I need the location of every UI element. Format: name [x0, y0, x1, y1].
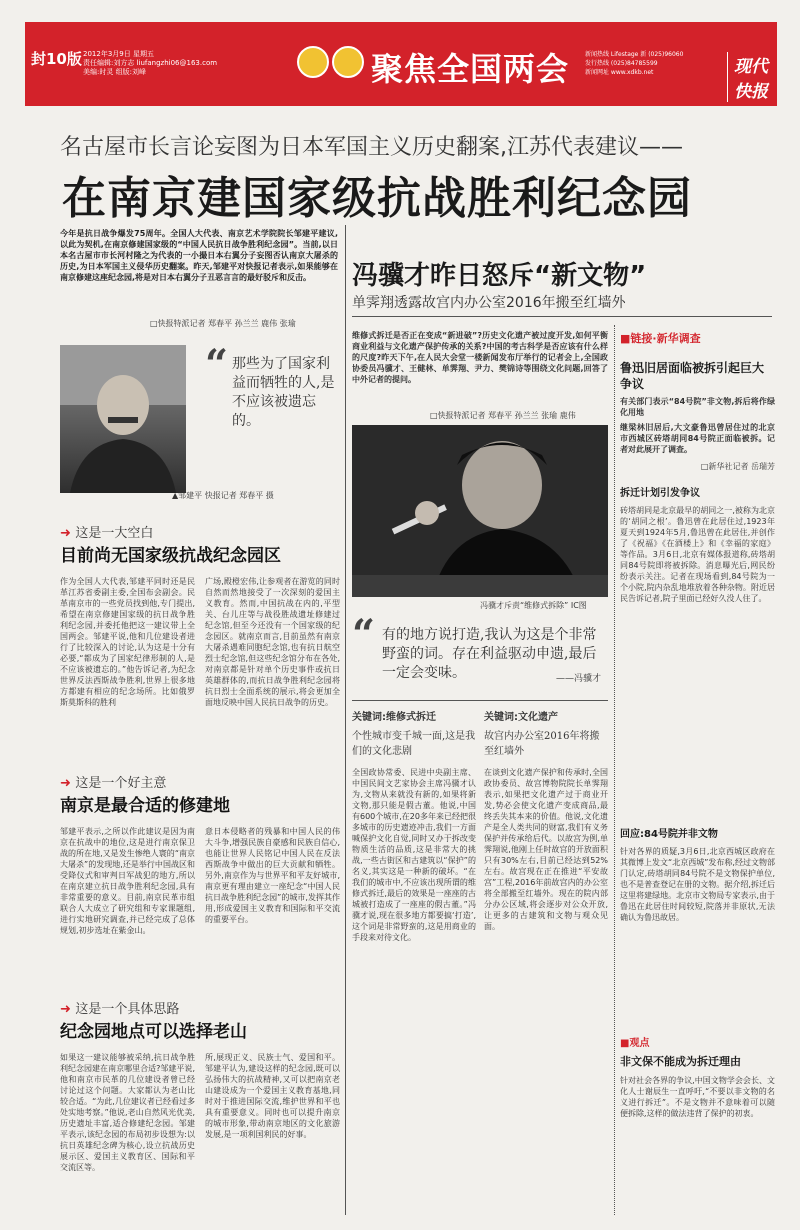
sidebar-body-2: 针对各界的质疑,3月6日,北京西城区政府在其微博上发文“北京西城”发布称,经过文物部门认定,砖塔胡同84号院不是文物保护单位,也不是普查登记在册的文物。据介绍,拆迁后这里将建绿地。北京市文物局专家表示,由于鲁迅在此居住时间较短,院落并非原状,无法确认为鲁迅故居。: [620, 847, 775, 922]
sidebar: [620, 330, 775, 1145]
story2-body-left: 全国政协常委、民进中央副主席、中国民间文艺家协会主席冯骥才认为,文物从来就没有新的,如果将新文物,那只能是假古董。他说,中国有600个城市,在20多年来已经把很多城市的历史遗迹冲击,我们一方面喊保护文化自觉,同时又办于拆改变物质生活的品质,这是非常大的挑战,一些古街区和古建筑以“保护”的名义,其实这是一种新的破坏。“在我们的城市中,不应该出现所谓的维修式拆迁,最后的效果是一座座的古城被打造成了一座座的假古董。”冯骥才说,现在很多地方都要搞‘打造’,这个词是非常野蛮的,这是用商业的手段来对待文化。: [352, 768, 476, 942]
story2-photo-caption: 冯骥才斥责“维修式拆除” IC图: [480, 601, 587, 610]
section-2-head: 南京是最合适的修建地: [60, 796, 230, 816]
sidebar-body-1: 砖塔胡同是北京最早的胡同之一,被称为北京的‘胡同之根’。鲁迅曾在此居住过,1923年夏天到1924年5月,鲁迅曾在此居住,并创作了《祝福》《在酒楼上》和《幸福的家庭》等作品。3月6日,北京有媒体报道称,砖塔胡同84号院即将被拆除。消息曝光后,网民纷纷表示关注。记者在现场看到,84号院为一个小院,院内杂乱地堆放着各种杂物。附近居民告诉记者,院子里面已经好久没人住了。: [620, 506, 775, 603]
story1-quote: 那些为了国家利益而牺牲的人,是不应该被遗忘的。: [232, 356, 335, 429]
story2-col-left: [352, 708, 476, 1167]
tagline-left: 个性城市变千城一面,这是我们的文化悲剧: [352, 731, 476, 757]
banner-editor: 责任编辑:刘方志 liufangzhi06@163.com: [83, 59, 218, 67]
sidebar-head: 鲁迅旧居面临被拆引起巨大争议: [620, 361, 765, 391]
banner-meta-right-1: 新闻热线 Lifestage 新 (025)96060: [585, 51, 684, 58]
speaker-photo-icon: [352, 425, 608, 597]
section-2-col2: 意日本侵略者的残暴和中国人民的伟大斗争,增强民族自豪感和民族自信心,也能让世界人民铭记中国人民在反法西斯战争中做出的巨大贡献和牺牲。另外,南京作为与世界平和平友好城市,南京更有理由建立一座纪念“中国人民抗日战争胜利纪念园”的城市,发挥其作用,形成爱国主义教育和国际和平交流的重要平台。: [205, 827, 340, 924]
section-3-kicker: [60, 998, 340, 1017]
story2-quote: 有的地方说打造,我认为这是个非常野蛮的词。存在利益驱动申遗,最后一定会变味。: [382, 627, 597, 681]
quote-mark-icon: “: [205, 341, 229, 388]
banner-meta-right: [585, 50, 725, 77]
portrait-silhouette-icon: [60, 345, 186, 493]
sidebar-tag: ■链接·新华调查: [620, 332, 701, 345]
story2-lead: 维修式拆迁是否正在变成“新进破”?历史文化遗产被过度开发,如何平衡商业利益与文化遗产保护传承的关系?中国的考古科学是否应该有什么样的尺度?昨天下午,在人民大会堂一楼新闻发布厅举行的记者会上,全国政协委员冯骥才、王健林、单霁翔、尹力、樊锦诗等围绕文化问题,回答了中外记者的提问。: [352, 331, 608, 384]
story2-col-right: [484, 708, 608, 1167]
feng-jicai-photo: [352, 425, 608, 597]
story2-headline: 冯骥才昨日怒斥“新文物”: [352, 261, 647, 291]
cppcc-emblem-icon: [332, 46, 364, 78]
section-1-kicker-text: 这是一大空白: [75, 526, 154, 541]
banner-meta-right-2: 发行热线 (025)84785599: [585, 60, 658, 67]
sidebar-lead-2: 继梁林旧居后,大文豪鲁迅曾居住过的北京市西城区砖塔胡同84号院正面临被拆。记者对此展开了调查。: [620, 423, 775, 454]
national-emblem-icon: [297, 46, 329, 78]
section-3-col2: 所,展现正义、民族士气、爱国和平。邹建平认为,建设这样的纪念园,既可以弘扬伟大的抗战精神,又可以把南京老山建设成为一个爱国主义教育基地,同时对于推进国际交流,维护世界和平也具有重要意义。同时也可以提升南京的城市形象,带动南京地区的文化旅游发展,是一项利国利民的好事。: [205, 1053, 340, 1139]
section-2-kicker: [60, 772, 340, 791]
banner-meta-left: [83, 50, 217, 77]
keyword-left: 关键词:维修式拆迁: [352, 712, 436, 723]
arrow-right-icon: ➜: [60, 1002, 76, 1017]
story1-lead: 今年是抗日战争爆发75周年。全国人大代表、南京艺术学院院长邹建平建议,以此为契机,在南京修建国家级的“中国人民抗日战争胜利纪念园”。当前,以日本名古屋市市长河村隆之为代表的一小撮日本右翼分子妄图否认南京大屠杀的历史,为日本军国主义侵华历史翻案。昨天,邹建平对快报记者表示,如果能够在南京修建这座纪念园,将是对日本右翼分子丑恶言言的最好驳斥和反击。: [60, 229, 338, 282]
banner-meta-right-3: 新闻网址 www.xdkb.net: [585, 69, 654, 76]
story2-subhead: 单霁翔透露故宫内办公室2016年搬至红墙外: [352, 295, 626, 311]
section-title: 聚焦全国两会: [371, 50, 570, 88]
quote-rule: [352, 700, 608, 701]
section-3-kicker-text: 这是一个具体思路: [75, 1002, 180, 1017]
section-1-kicker: [60, 522, 340, 541]
section-3: [60, 998, 340, 1204]
story2-rule: [352, 316, 772, 317]
emblems: [297, 46, 367, 78]
edition-label: 封10版: [31, 50, 82, 68]
quote-mark-icon: “: [352, 611, 376, 658]
section-3-head: 纪念园地点可以选择老山: [60, 1022, 247, 1042]
banner-designer: 美编:时灵 组版:刘峰: [83, 68, 146, 76]
section-1-col2: 广场,殿橙宏伟,让参观者在游览的同时自然而然地接受了一次深刻的爱国主义教育。然而,中国抗战在内的,平型关、台儿庄等与战役胜战遗址修建过纪念馆,但至今还没有一个国家级的纪念园区。就南京而言,目前虽然有南京大屠杀遇难同胞纪念馆,也有抗日航空烈士纪念馆,但这些纪念馆分布在各处,对南京都是针对单个历史事件或抗日英雄群体的,而抗日战争胜利纪念园将抗日烈士全面系统的展示,将会更加全面地反映中国人民抗日战争的历史。: [205, 577, 340, 707]
story1-photo-caption: ▲邹建平 快报记者 郑春平 摄: [172, 491, 274, 500]
sidebar-head-2: 非文保不能成为拆迁理由: [620, 1055, 741, 1068]
section-1-col1: 作为全国人大代表,邹建平同时还是民革江苏省委副主委,全国布会副会。民革南京市的一些党员找到他,专门提出,希望在南京修建国家级的抗日战争胜利纪念园,并委托他把这一建议带上全国两会。邹建平说,他和几位建设者进行了比较深入的讨论,认为这是十分有必要,“都成为了国家纪律形制的人,是不应该被遗忘的。”他告诉记者,为纪念世界反法西斯战争胜利,世界上很多地方都建有相应的纪念场所。比如俄罗斯莫斯科的胜利: [60, 577, 195, 707]
banner-date: 2012年3月9日 星期五: [83, 50, 154, 58]
section-1-head: 目前尚无国家级抗战纪念园区: [60, 546, 281, 566]
section-1: [60, 522, 340, 748]
tagline-right: 故宫内办公室2016年将搬至红墙外: [484, 731, 600, 757]
story1-byline: □快报特派记者 郑春平 孙兰兰 鹿伟 张瑜: [150, 319, 296, 328]
story1-kicker: 名古屋市长言论妄图为日本军国主义历史翻案,江苏代表建议——: [60, 135, 683, 160]
sidebar-sub2: 回应:84号院并非文物: [620, 829, 718, 840]
story2-byline: □快报特派记者 郑春平 孙兰兰 张瑜 鹿伟: [430, 411, 576, 420]
section-2-kicker-text: 这是一个好主意: [75, 776, 167, 791]
sidebar-byline: □新华社记者 岳瑞芳: [700, 462, 775, 471]
sidebar-tag-2: ■观点: [620, 1038, 650, 1049]
page-banner: [25, 22, 777, 106]
arrow-right-icon: ➜: [60, 526, 76, 541]
sidebar-divider: [614, 325, 615, 1215]
sidebar-lead: 有关部门表示“84号院”非文物,拆后将作绿化用地: [620, 397, 775, 417]
sidebar-sub1: 拆迁计划引发争议: [620, 488, 700, 499]
story2-body-right: 在谈到文化遗产保护和传承时,全国政协委员、故宫博物院院长单霁翔表示,如果把文化遗产过于商业开发,势必会使文化遗产变成商品,最终丢失其本来的价值。他说,文化遗产是全人类共同的财富,我们有义务保护并传承给后代。以故宫为例,单霁翔说,他刚上任时故宫的开放面积只有30%左右,目前已经达到52%左右。故宫现在正在推进“平安故宫”工程,2016年前故宫内的办公室将全部搬至红墙外。现在的院内部分办公区域,将会逐步对公众开放,让更多的古建筑和文物与观众见面。: [484, 768, 608, 931]
zou-jianping-photo: [60, 345, 186, 493]
story1-headline: 在南京建国家级抗战胜利纪念园: [62, 173, 692, 224]
newspaper-brand: 现代快报: [727, 52, 777, 102]
arrow-right-icon: ➜: [60, 776, 76, 791]
column-divider: [345, 225, 346, 1215]
section-2-col1: 邹建平表示,之所以作此建议是因为南京在抗战中的地位,这是进行南京保卫战的所在地,又是发生惨绝人寰的“南京大屠杀”的发现地,还是举行中国战区和受降仪式和审判日军战犯的地方,所以在南京建立抗日战争胜利纪念园,具有非常重要的意义。目前,南京民革市组联合人大成立了研究组和专家课题组,进行实地研究调查,并已经完成了总体规划,初步选址在紫金山。: [60, 827, 195, 935]
story2-quote-attr: ——冯骥才: [556, 674, 602, 684]
keyword-right: 关键词:文化遗产: [484, 712, 558, 723]
section-3-col1: 如果这一建议能够被采纳,抗日战争胜利纪念园建在南京哪里合适?邹建平说,他和南京市民革的几位建设者曾已经讨论过这个问题。大家都认为老山比较合适。“为此,几位建议者已经看过多处实地考察。”他说,老山自然风光优美,历史遗址丰富,适合修建纪念园。邹建平表示,该纪念园的布局初步设想为:以抗日英雄纪念碑为核心,设立抗战历史展示区、爱国主义教育区、国际和平交流区等。: [60, 1053, 195, 1172]
section-2: [60, 772, 340, 986]
sidebar-body-3: 针对社会各界的争议,中国文物学会会长、文化人士谢辰生一直呼吁,“不要以非文物的名义进行拆迁”。不是文物并不意味着可以随便拆除,这样的做法违背了保护的初衷。: [620, 1076, 775, 1118]
